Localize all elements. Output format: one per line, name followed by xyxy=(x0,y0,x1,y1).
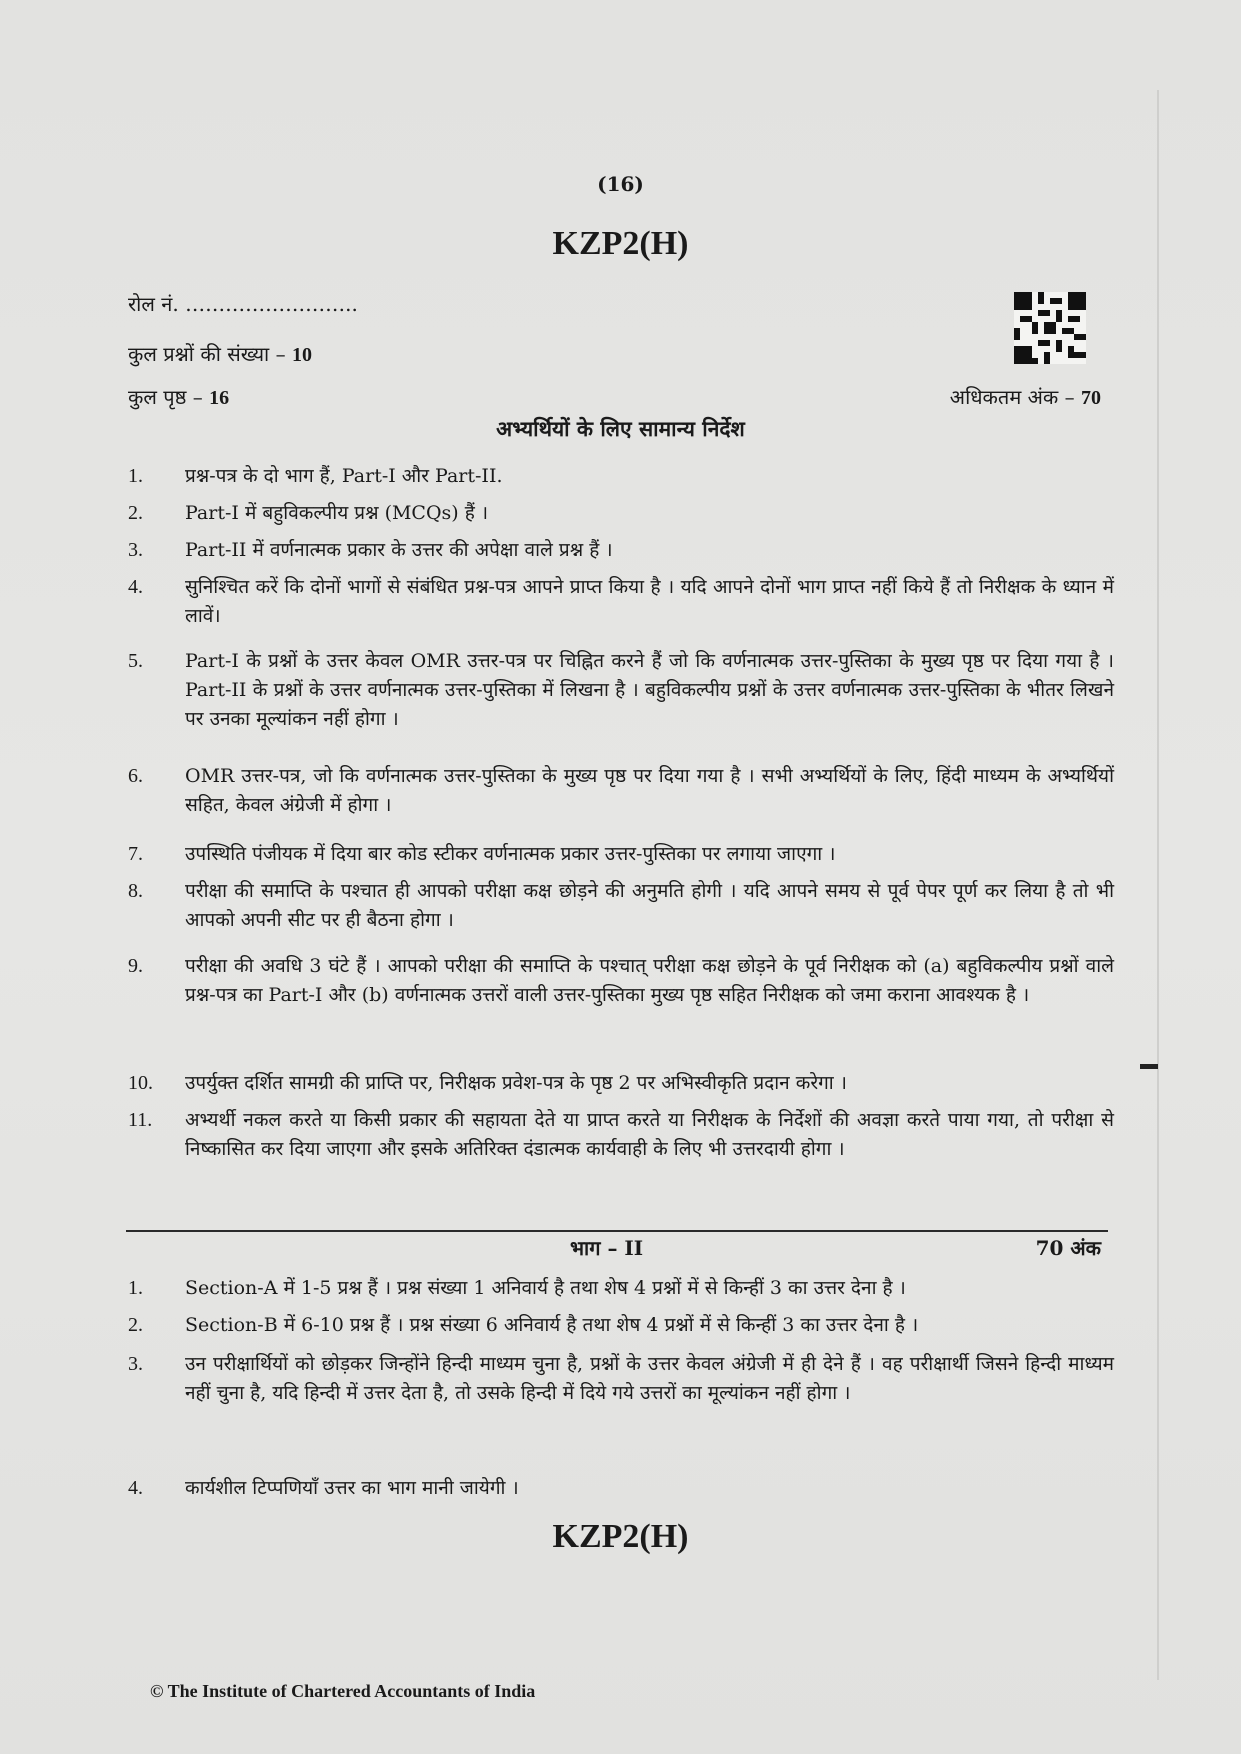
instruction-text: परीक्षा की अवधि 3 घंटे हैं । आपको परीक्षा की समाप्ति के पश्चात् परीक्षा कक्ष छोड़ने के पूर्व निरीक्षक को (a) बहुविकल्पीय प्रश्नों वाले प्रश्न-पत्र का Part-I और (b) वर्णनात्मक उत्तरों वाली उत्तर-पुस्तिका मुख्य पृष्ठ सहित निरीक्षक को जमा कराना आवश्यक है । xyxy=(185,955,1114,1006)
copyright-notice: © The Institute of Chartered Accountants of India xyxy=(150,1681,536,1701)
instruction-item xyxy=(128,462,1114,491)
instruction-number: 5. xyxy=(128,650,143,672)
max-marks-value: 70 xyxy=(1081,387,1101,409)
instruction-text: OMR उत्तर-पत्र, जो कि वर्णनात्मक उत्तर-पुस्तिका के मुख्य पृष्ठ पर दिया गया है । सभी अभ्यर्थियों के लिए, हिंदी माध्यम के अभ्यर्थियों सहित, केवल अंग्रेजी में होगा । xyxy=(185,765,1114,816)
instruction-text: Part-II में वर्णनात्मक प्रकार के उत्तर की अपेक्षा वाले प्रश्न हैं । xyxy=(185,539,613,561)
instruction-item xyxy=(128,1106,1114,1164)
instruction-text: प्रश्न-पत्र के दो भाग हैं, Part-I और Part-II. xyxy=(185,465,503,487)
instruction-text: सुनिश्चित करें कि दोनों भागों से संबंधित प्रश्न-पत्र आपने प्राप्त किया है । यदि आपने दोनों भाग प्राप्त नहीं किये हैं तो निरीक्षक के ध्यान में लावें। xyxy=(185,576,1114,627)
total-pages-value: 16 xyxy=(209,387,230,409)
instruction-number: 3. xyxy=(128,1353,143,1375)
instruction-number: 2. xyxy=(128,502,143,524)
instruction-text: कार्यशील टिप्पणियाँ उत्तर का भाग मानी जायेगी । xyxy=(185,1477,519,1499)
instruction-text: उन परीक्षार्थियों को छोड़कर जिन्होंने हिन्दी माध्यम चुना है, प्रश्नों के उत्तर केवल अंग्रेजी में ही देने हैं । वह परीक्षार्थी जिसने हिन्दी माध्यम नहीं चुना है, यदि हिन्दी में उत्तर देता है, तो उसके हिन्दी में दिये गये उत्तरों का मूल्यांकन नहीं होगा । xyxy=(185,1353,1114,1404)
instruction-item xyxy=(128,840,1114,869)
total-questions xyxy=(128,340,312,367)
instruction-number: 10. xyxy=(128,1072,153,1094)
instruction-number: 4. xyxy=(128,576,143,598)
instruction-item xyxy=(128,1069,1114,1098)
paper-code-bottom: KZP2(H) xyxy=(552,1518,689,1555)
instruction-item xyxy=(128,952,1114,1010)
instruction-number: 11. xyxy=(128,1109,153,1131)
instruction-number: 3. xyxy=(128,539,143,561)
page-edge-shadow xyxy=(1157,90,1159,1680)
instruction-number: 1. xyxy=(128,465,143,487)
instruction-text: उपर्युक्त दर्शित सामग्री की प्राप्ति पर, निरीक्षक प्रवेश-पत्र के पृष्ठ 2 पर अभिस्वीकृति प्रदान करेगा । xyxy=(185,1072,847,1094)
part2-instruction-item xyxy=(128,1350,1114,1408)
part2-title: भाग – II xyxy=(570,1236,644,1260)
instruction-text: Part-I में बहुविकल्पीय प्रश्न (MCQs) हैं । xyxy=(185,502,489,524)
roll-number-field: रोल नं. …………………….. xyxy=(128,292,358,316)
max-marks xyxy=(950,383,1101,410)
instruction-item xyxy=(128,536,1114,565)
instruction-number: 9. xyxy=(128,955,143,977)
general-instructions-title: अभ्यर्थियों के लिए सामान्य निर्देश xyxy=(496,416,745,441)
max-marks-label: अधिकतम अंक – xyxy=(949,385,1075,409)
instruction-item xyxy=(128,762,1114,820)
instruction-text: Part-I के प्रश्नों के उत्तर केवल OMR उत्तर-पत्र पर चिह्नित करने हैं जो कि वर्णनात्मक उत्तर-पुस्तिका के मुख्य पृष्ठ पर दिया गया है । Part-II के प्रश्नों के उत्तर वर्णनात्मक उत्तर-पुस्तिका में लिखना है । बहुविकल्पीय प्रश्नों के उत्तर वर्णनात्मक उत्तर-पुस्तिका के भीतर लिखने पर उनका मूल्यांकन नहीं होगा । xyxy=(185,650,1114,730)
instruction-number: 2. xyxy=(128,1314,143,1336)
total-questions-label: कुल प्रश्नों की संख्या – xyxy=(128,342,286,366)
instruction-item xyxy=(128,877,1114,935)
instruction-text: परीक्षा की समाप्ति के पश्चात ही आपको परीक्षा कक्ष छोड़ने की अनुमति होगी । यदि आपने समय से पूर्व पेपर पूर्ण कर लिया है तो भी आपको अपनी सीट पर ही बैठना होगा । xyxy=(185,880,1114,931)
total-pages xyxy=(128,383,229,410)
total-questions-value: 10 xyxy=(291,344,312,366)
instruction-number: 8. xyxy=(128,880,143,902)
instruction-text: अभ्यर्थी नकल करते या किसी प्रकार की सहायता देते या प्राप्त करते या निरीक्षक के निर्देशों की अवज्ञा करते पाया गया, तो परीक्षा से निष्कासित कर दिया जाएगा और इसके अतिरिक्त दंडात्मक कार्यवाही के लिए भी उत्तरदायी होगा । xyxy=(185,1109,1114,1160)
instruction-text: Section-A में 1-5 प्रश्न हैं । प्रश्न संख्या 1 अनिवार्य है तथा शेष 4 प्रश्नों में से किन्हीं 3 का उत्तर देना है । xyxy=(185,1277,906,1299)
page-number: (16) xyxy=(597,172,644,196)
part2-instruction-item xyxy=(128,1274,1114,1303)
instruction-number: 4. xyxy=(128,1477,143,1499)
section-divider xyxy=(126,1230,1108,1232)
instruction-text: उपस्थिति पंजीयक में दिया बार कोड स्टीकर वर्णनात्मक प्रकार उत्तर-पुस्तिका पर लगाया जाएगा । xyxy=(185,843,836,865)
part2-instruction-item xyxy=(128,1474,1114,1503)
instruction-item xyxy=(128,573,1114,631)
instruction-number: 6. xyxy=(128,765,143,787)
instruction-text: Section-B में 6-10 प्रश्न हैं । प्रश्न संख्या 6 अनिवार्य है तथा शेष 4 प्रश्नों में से किन्हीं 3 का उत्तर देना है । xyxy=(185,1314,919,1336)
part2-instruction-item xyxy=(128,1311,1114,1340)
part2-marks: 70 अंक xyxy=(1035,1236,1101,1260)
margin-mark xyxy=(1140,1064,1158,1069)
paper-code-top: KZP2(H) xyxy=(552,225,689,262)
instruction-number: 7. xyxy=(128,843,143,865)
instruction-item xyxy=(128,647,1114,734)
instruction-number: 1. xyxy=(128,1277,143,1299)
total-pages-label: कुल पृष्ठ – xyxy=(128,385,203,409)
instruction-item xyxy=(128,499,1114,528)
qr-code-icon xyxy=(1014,292,1086,364)
